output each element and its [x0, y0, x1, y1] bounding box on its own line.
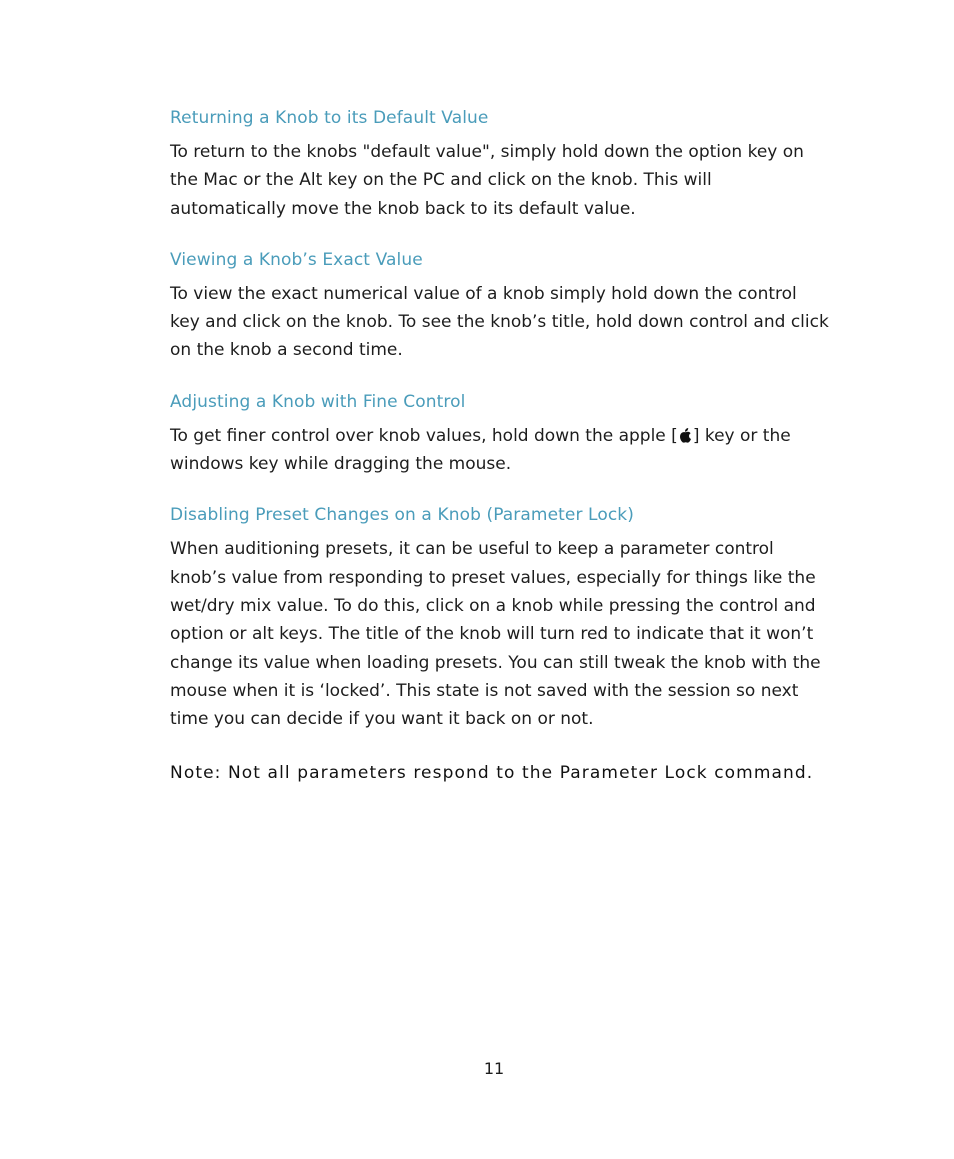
section-body	[170, 422, 830, 479]
section-fine-control	[170, 388, 830, 479]
section-parameter-lock	[170, 501, 830, 733]
note-text: Note: Not all parameters respond to the Parameter Lock command.	[170, 763, 814, 784]
section-heading: Adjusting a Knob with Fine Control	[170, 391, 466, 412]
section-body-text-end: ] key or the windows key while dragging the mouse.	[170, 425, 791, 475]
section-body: To return to the knobs "default value", simply hold down the option key on the Mac or the Alt key on the PC and click on the knob. This will automatically move the knob back to its default value.	[170, 142, 804, 219]
page-number: 11	[483, 1059, 505, 1078]
section-heading: Disabling Preset Changes on a Knob (Parameter Lock)	[170, 505, 634, 526]
section-heading: Viewing a Knob’s Exact Value	[170, 249, 423, 270]
apple-logo-icon	[679, 427, 692, 443]
section-heading: Returning a Knob to its Default Value	[170, 108, 489, 128]
section-body-text-start: To get finer control over knob values, hold down the apple [	[170, 425, 678, 446]
section-body: To view the exact numerical value of a knob simply hold down the control key and click on the knob. To see the knob’s title, hold down control and click on the knob a second time.	[170, 283, 829, 361]
section-default-value	[170, 104, 830, 223]
section-body: When auditioning presets, it can be useful to keep a parameter control knob’s value from responding to preset values, especially for things like the wet/dry mix value. To do this, click on a knob while pressing the control and option or alt keys. The title of the knob will turn red to indicate that it won’t change its value when loading presets. You can still tweak the knob with the mouse when it is ‘locked’. This state is not saved with the session so next time you can decide if you want it back on or not.	[170, 539, 821, 730]
section-exact-value	[170, 246, 830, 365]
page-content	[170, 104, 830, 788]
